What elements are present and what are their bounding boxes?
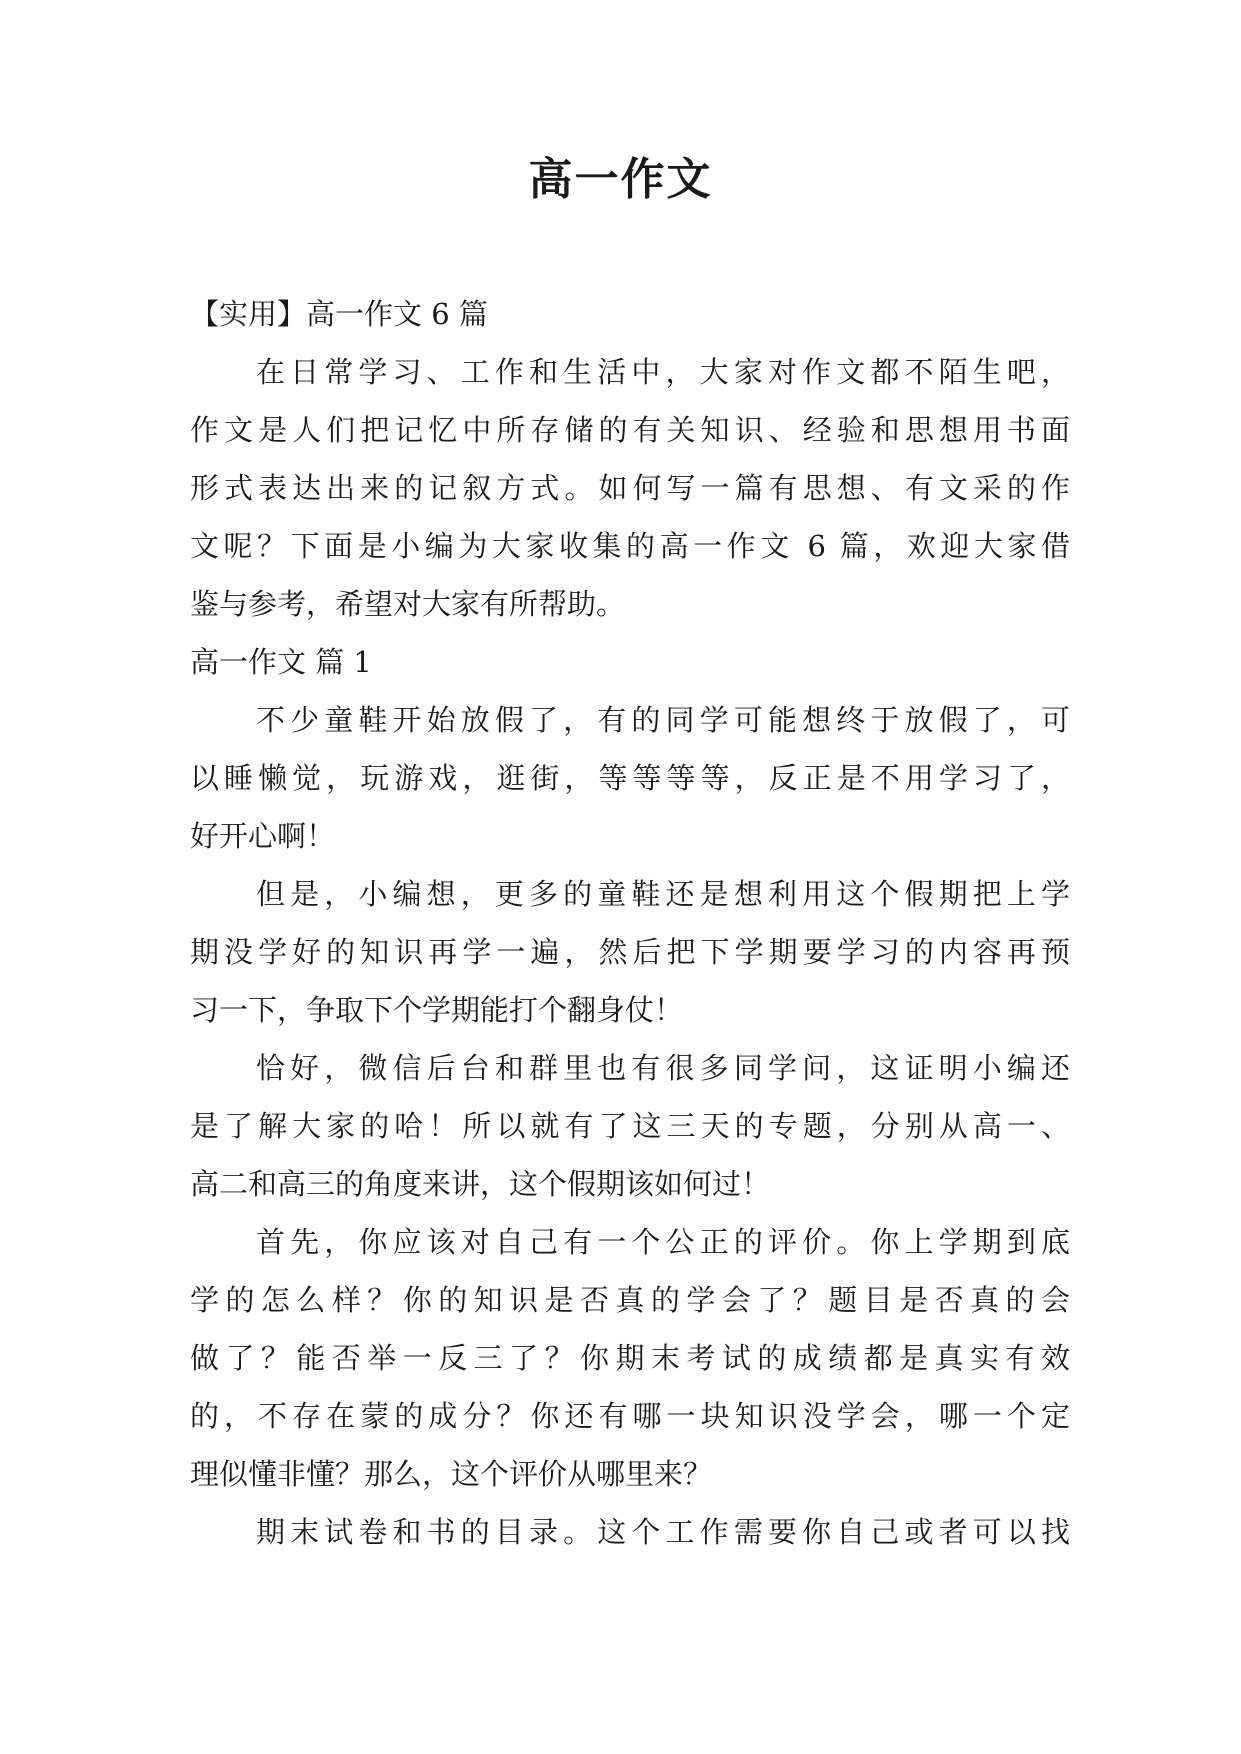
intro-line: 形式表达出来的记叙方式。如何写一篇有思想、有文采的作: [190, 471, 1070, 505]
document-body: [190, 285, 1070, 1561]
paragraph-line: 是了解大家的哈！所以就有了这三天的专题，分别从高一、: [190, 1109, 1070, 1143]
paragraph-line: 学的怎么样？你的知识是否真的学会了？题目是否真的会: [190, 1283, 1070, 1317]
paragraph-line: 好开心啊！: [190, 819, 336, 853]
paragraph-line: 以睡懒觉，玩游戏，逛街，等等等等，反正是不用学习了，: [190, 761, 1070, 795]
paragraph-line: 期没学好的知识再学一遍，然后把下学期要学习的内容再预: [190, 935, 1070, 969]
paragraph-line: 习一下，争取下个学期能打个翻身仗！: [190, 993, 684, 1027]
intro-line: 在日常学习、工作和生活中，大家对作文都不陌生吧，: [256, 355, 1070, 389]
paragraph-line: 首先，你应该对自己有一个公正的评价。你上学期到底: [256, 1225, 1070, 1259]
paragraph-line: 恰好，微信后台和群里也有很多同学问，这证明小编还: [256, 1051, 1070, 1085]
paragraph-line: 不少童鞋开始放假了，有的同学可能想终于放假了，可: [256, 703, 1070, 737]
intro-line: 鉴与参考，希望对大家有所帮助。: [190, 587, 626, 621]
paragraph-line: 高二和高三的角度来讲，这个假期该如何过！: [190, 1167, 771, 1201]
section-heading: 高一作文 篇 1: [190, 645, 372, 679]
paragraph-line: 但是，小编想，更多的童鞋还是想利用这个假期把上学: [256, 877, 1070, 911]
paragraph-line: 做了？能否举一反三了？你期末考试的成绩都是真实有效: [190, 1341, 1070, 1375]
intro-line: 文呢？下面是小编为大家收集的高一作文 6 篇，欢迎大家借: [190, 529, 1070, 563]
paragraph-line: 期末试卷和书的目录。这个工作需要你自己或者可以找: [256, 1515, 1070, 1549]
document-subtitle: 【实用】高一作文 6 篇: [190, 297, 488, 331]
intro-line: 作文是人们把记忆中所存储的有关知识、经验和思想用书面: [190, 413, 1070, 447]
paragraph-line: 理似懂非懂？那么，这个评价从哪里来？: [190, 1457, 713, 1491]
paragraph-line: 的，不存在蒙的成分？你还有哪一块知识没学会，哪一个定: [190, 1399, 1070, 1433]
document-title: 高一作文: [528, 154, 713, 205]
